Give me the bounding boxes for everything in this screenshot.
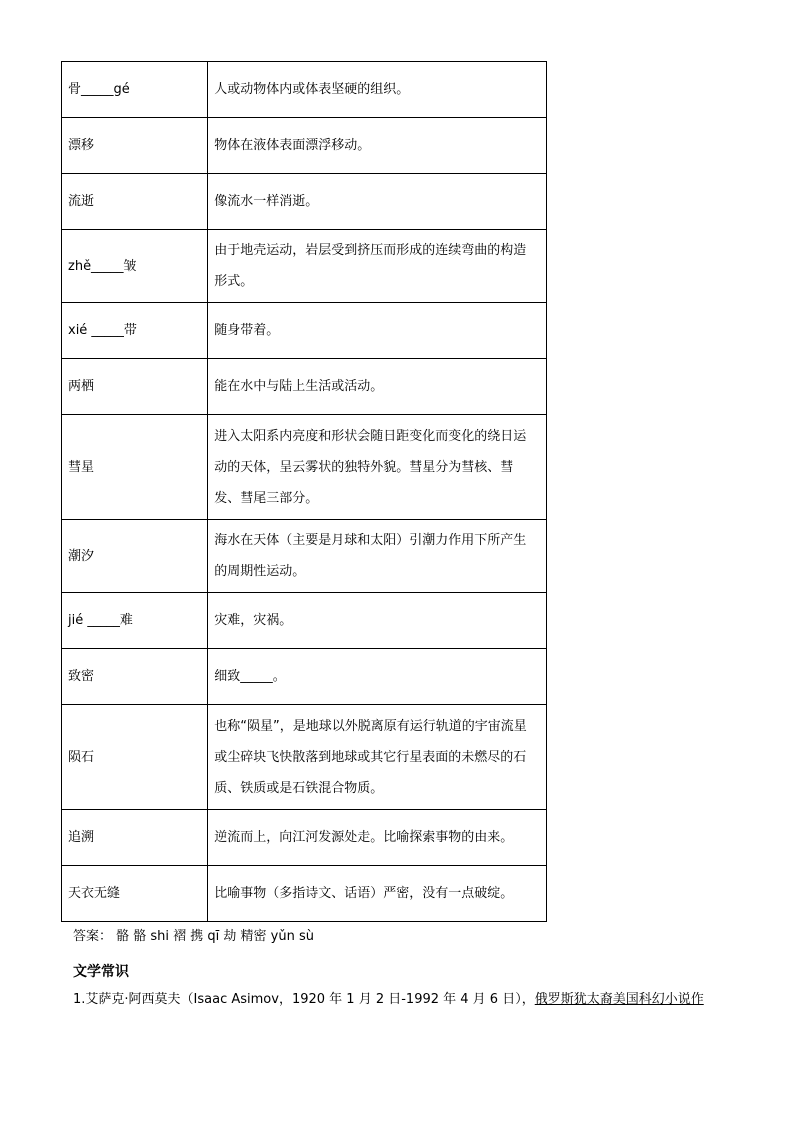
table-row bbox=[62, 593, 547, 649]
definition-cell: 人或动物体内或体表坚硬的组织。 bbox=[208, 62, 547, 118]
definition-cell: 随身带着。 bbox=[208, 303, 547, 359]
term-cell: 致密 bbox=[62, 649, 208, 705]
term-cell: 彗星 bbox=[62, 415, 208, 520]
table-row bbox=[62, 649, 547, 705]
paragraph-underlined: 俄罗斯犹太裔美国科幻小说作 bbox=[534, 992, 704, 1007]
definition-cell: 物体在液体表面漂浮移动。 bbox=[208, 118, 547, 174]
section-title: 文学常识 bbox=[73, 964, 129, 980]
definition-cell: 比喻事物（多指诗文、话语）严密，没有一点破绽。 bbox=[208, 866, 547, 922]
table-row bbox=[62, 866, 547, 922]
term-cell: 陨石 bbox=[62, 705, 208, 810]
definition-cell: 进入太阳系内亮度和形状会随日距变化而变化的绕日运动的天体，呈云雾状的独特外貌。彗星分为彗核、彗发、彗尾三部分。 bbox=[208, 415, 547, 520]
term-cell: jié _____难 bbox=[62, 593, 208, 649]
term-cell: 流逝 bbox=[62, 174, 208, 230]
table-row bbox=[62, 359, 547, 415]
table-row bbox=[62, 174, 547, 230]
term-cell: 漂移 bbox=[62, 118, 208, 174]
table-row bbox=[62, 415, 547, 520]
term-cell: 骨_____gé bbox=[62, 62, 208, 118]
term-cell: 潮汐 bbox=[62, 520, 208, 593]
definition-cell: 也称“陨星”，是地球以外脱离原有运行轨道的宇宙流星或尘碎块飞快散落到地球或其它行星表面的未燃尽的石质、铁质或是石铁混合物质。 bbox=[208, 705, 547, 810]
definition-cell: 海水在天体（主要是月球和太阳）引潮力作用下所产生的周期性运动。 bbox=[208, 520, 547, 593]
table-row bbox=[62, 303, 547, 359]
definition-cell: 像流水一样消逝。 bbox=[208, 174, 547, 230]
definition-cell: 细致_____。 bbox=[208, 649, 547, 705]
term-cell: 天衣无缝 bbox=[62, 866, 208, 922]
table-row bbox=[62, 62, 547, 118]
definition-cell: 由于地壳运动，岩层受到挤压而形成的连续弯曲的构造形式。 bbox=[208, 230, 547, 303]
table-row bbox=[62, 230, 547, 303]
term-cell: zhě_____皱 bbox=[62, 230, 208, 303]
literature-paragraph bbox=[73, 991, 704, 1009]
term-cell: 两栖 bbox=[62, 359, 208, 415]
vocabulary-table bbox=[61, 61, 547, 922]
definition-cell: 能在水中与陆上生活或活动。 bbox=[208, 359, 547, 415]
term-cell: 追溯 bbox=[62, 810, 208, 866]
table-row bbox=[62, 810, 547, 866]
table-row bbox=[62, 118, 547, 174]
table-row bbox=[62, 520, 547, 593]
table-row bbox=[62, 705, 547, 810]
definition-cell: 逆流而上，向江河发源处走。比喻探索事物的由来。 bbox=[208, 810, 547, 866]
paragraph-lead: 1.艾萨克·阿西莫夫（Isaac Asimov，1920 年 1 月 2 日-1992 年 4 月 6 日）， bbox=[73, 992, 535, 1007]
answer-line: 答案： 骼 骼 shi 褶 携 qī 劫 精密 yǔn sù bbox=[73, 929, 314, 944]
vocabulary-table-body bbox=[62, 62, 547, 922]
definition-cell: 灾难，灾祸。 bbox=[208, 593, 547, 649]
term-cell: xié _____带 bbox=[62, 303, 208, 359]
